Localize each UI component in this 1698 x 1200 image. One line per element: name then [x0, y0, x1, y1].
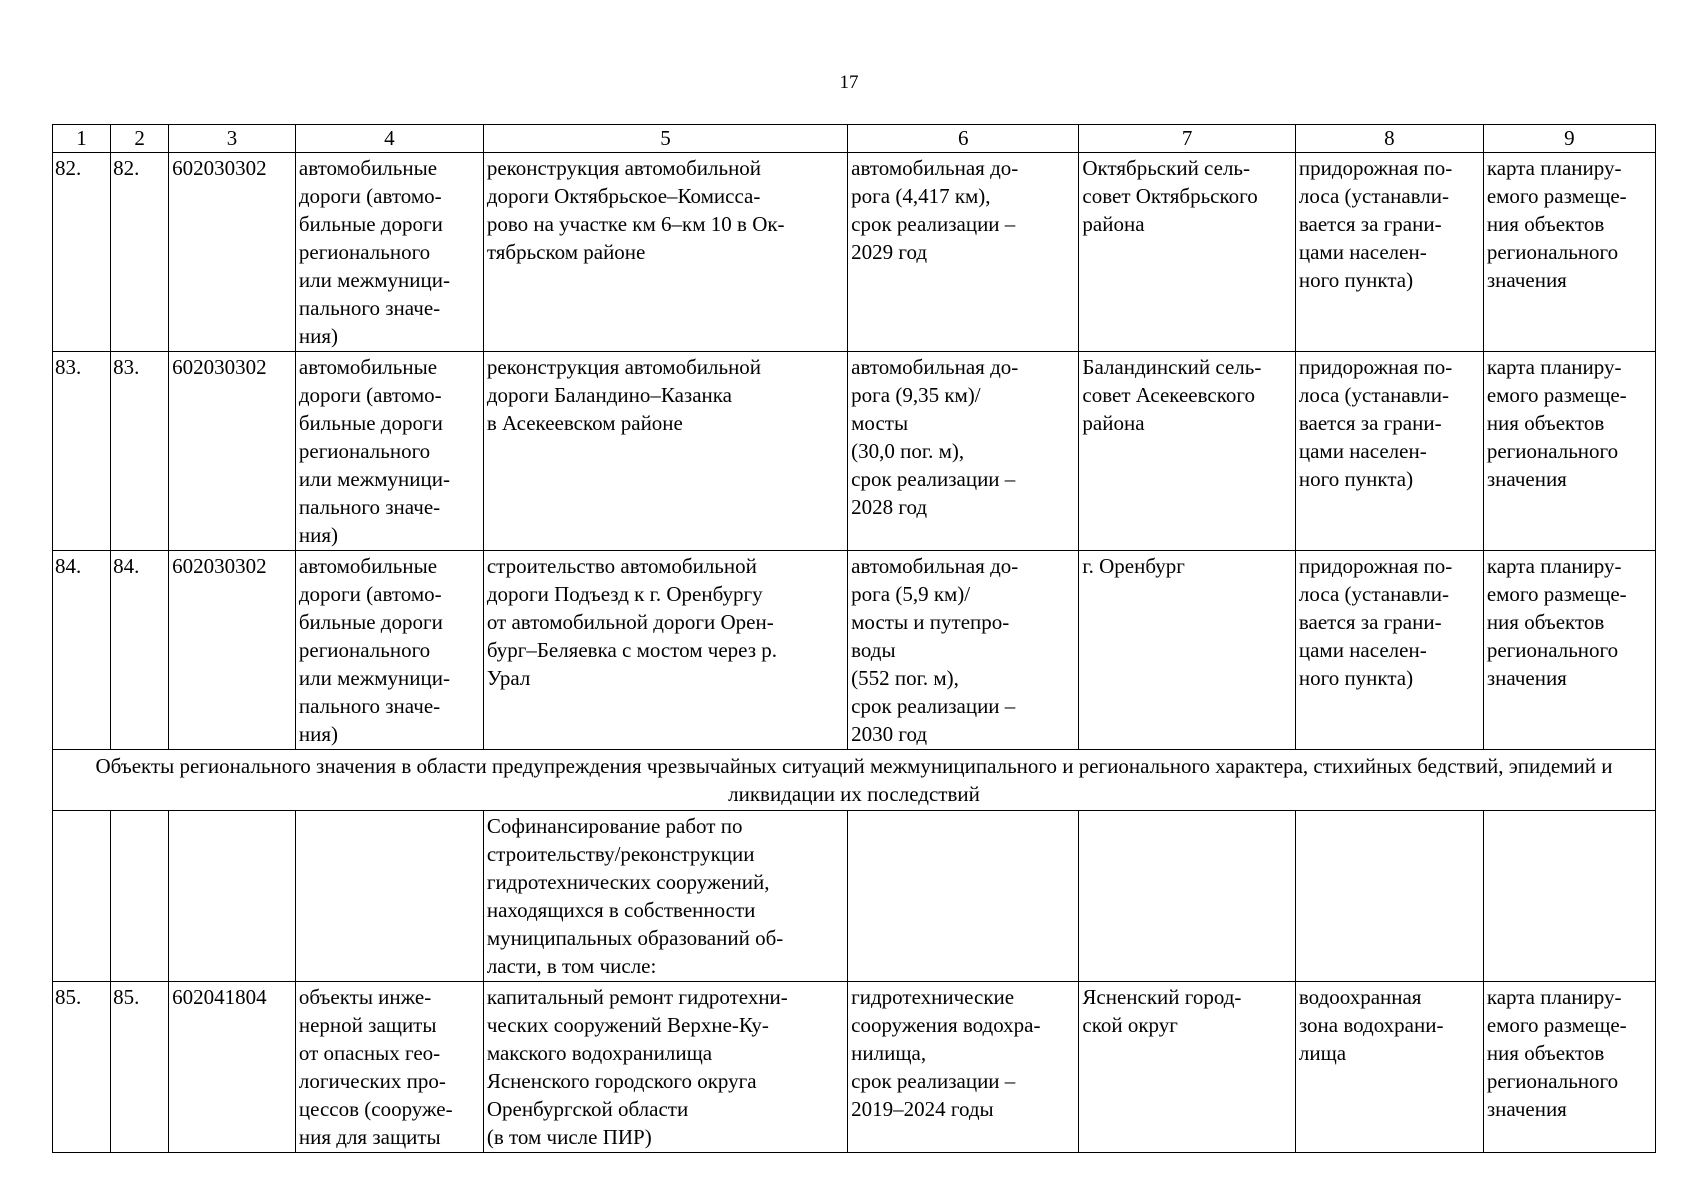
object-code: 602041804	[169, 982, 296, 1153]
header-cell: 5	[483, 125, 847, 153]
header-cell: 2	[111, 125, 169, 153]
column-number-row	[53, 125, 1656, 153]
object-characteristics: автомобильная до- рога (5,9 км)/ мосты и путепро- воды (552 пог. м), срок реализации – 2030 год	[848, 551, 1079, 750]
object-zone: придорожная по- лоса (устанавли- вается за грани- цами населен- ного пункта)	[1295, 551, 1483, 750]
object-type: объекты инже- нерной защиты от опасных гео- логических про- цессов (сооруже- ния для защиты	[295, 982, 483, 1153]
object-characteristics: гидротехнические сооружения водохра- нилища, срок реализации – 2019–2024 годы	[848, 982, 1079, 1153]
object-type: автомобильные дороги (автомо- бильные дороги регионального или межмуници- пального значе- ния)	[295, 153, 483, 352]
object-zone: водоохранная зона водохрани- лища	[1295, 982, 1483, 1153]
section-heading-row	[53, 750, 1656, 811]
table-row	[53, 153, 1656, 352]
header-cell: 1	[53, 125, 111, 153]
empty-cell	[169, 811, 296, 982]
object-number: 83.	[111, 352, 169, 551]
object-name: реконструкция автомобильной дороги Октябрьское–Комисса- рово на участке км 6–км 10 в Ок- тябрьском районе	[483, 153, 847, 352]
header-cell: 8	[1295, 125, 1483, 153]
cofinancing-description: Софинансирование работ по строительству/реконструкции гидротехнических сооружений, находящихся в собственности муниципальных образований об- ласти, в том числе:	[483, 811, 847, 982]
objects-table	[52, 124, 1656, 1153]
empty-cell	[1079, 811, 1295, 982]
object-location: Ясненский город- ской округ	[1079, 982, 1295, 1153]
object-location: г. Оренбург	[1079, 551, 1295, 750]
row-number: 85.	[53, 982, 111, 1153]
header-cell: 9	[1483, 125, 1655, 153]
object-map: карта планиру- емого размеще- ния объектов регионального значения	[1483, 153, 1655, 352]
object-map: карта планиру- емого размеще- ния объектов регионального значения	[1483, 982, 1655, 1153]
object-number: 84.	[111, 551, 169, 750]
row-number: 84.	[53, 551, 111, 750]
row-number: 82.	[53, 153, 111, 352]
table-row	[53, 982, 1656, 1153]
object-location: Баландинский сель- совет Асекеевского района	[1079, 352, 1295, 551]
empty-cell	[111, 811, 169, 982]
object-code: 602030302	[169, 352, 296, 551]
header-cell: 3	[169, 125, 296, 153]
row-number: 83.	[53, 352, 111, 551]
section-heading: Объекты регионального значения в области предупреждения чрезвычайных ситуаций межмуниципального и регионального характера, стихийных бедствий, эпидемий и ликвидации их последствий	[53, 750, 1656, 811]
header-cell: 7	[1079, 125, 1295, 153]
header-cell: 4	[295, 125, 483, 153]
object-map: карта планиру- емого размеще- ния объектов регионального значения	[1483, 551, 1655, 750]
object-type: автомобильные дороги (автомо- бильные дороги регионального или межмуници- пального значе- ния)	[295, 551, 483, 750]
object-name: реконструкция автомобильной дороги Баландино–Казанка в Асекеевском районе	[483, 352, 847, 551]
object-name: капитальный ремонт гидротехни- ческих сооружений Верхне-Ку- макского водохранилища Ясненского городского округа Оренбургской области (в том числе ПИР)	[483, 982, 847, 1153]
object-name: строительство автомобильной дороги Подъезд к г. Оренбургу от автомобильной дороги Орен- бург–Беляевка с мостом через р. Урал	[483, 551, 847, 750]
cofinancing-row	[53, 811, 1656, 982]
table-row	[53, 551, 1656, 750]
object-number: 85.	[111, 982, 169, 1153]
empty-cell	[53, 811, 111, 982]
object-code: 602030302	[169, 551, 296, 750]
object-zone: придорожная по- лоса (устанавли- вается за грани- цами населен- ного пункта)	[1295, 153, 1483, 352]
empty-cell	[1295, 811, 1483, 982]
object-characteristics: автомобильная до- рога (4,417 км), срок реализации – 2029 год	[848, 153, 1079, 352]
object-type: автомобильные дороги (автомо- бильные дороги регионального или межмуници- пального значе- ния)	[295, 352, 483, 551]
table-row	[53, 352, 1656, 551]
empty-cell	[295, 811, 483, 982]
object-location: Октябрьский сель- совет Октябрьского района	[1079, 153, 1295, 352]
page-number: 17	[839, 72, 859, 93]
object-zone: придорожная по- лоса (устанавли- вается за грани- цами населен- ного пункта)	[1295, 352, 1483, 551]
object-code: 602030302	[169, 153, 296, 352]
object-map: карта планиру- емого размеще- ния объектов регионального значения	[1483, 352, 1655, 551]
empty-cell	[848, 811, 1079, 982]
header-cell: 6	[848, 125, 1079, 153]
object-characteristics: автомобильная до- рога (9,35 км)/ мосты (30,0 пог. м), срок реализации – 2028 год	[848, 352, 1079, 551]
object-number: 82.	[111, 153, 169, 352]
empty-cell	[1483, 811, 1655, 982]
